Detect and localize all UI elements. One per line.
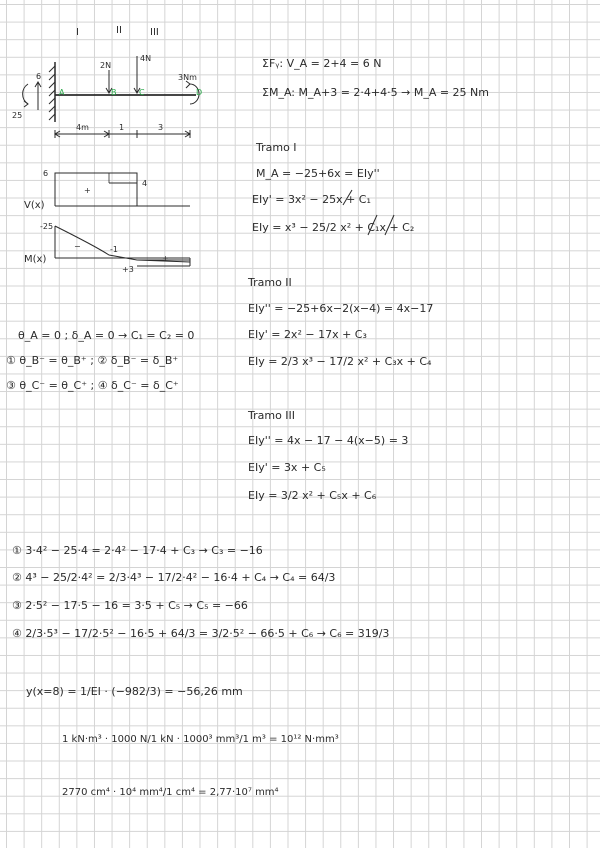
tramo-2-line-1: EIy'' = −25+6x−2(x−4) = 4x−17 (248, 302, 434, 315)
moment-sign-neg: − (74, 242, 81, 251)
equilibrium-forces: ΣFᵧ: V_A = 2+4 = 6 N (262, 57, 382, 70)
solution-4: ④ 2/3·5³ − 17/2·5² − 16·5 + 64/3 = 3/2·5² − 66·5 + C₆ → C₆ = 319/3 (12, 627, 390, 640)
tramo-3-title: Tramo III (248, 409, 296, 422)
shear-axis-label: V(x) (24, 200, 45, 211)
tramo-2-line-2: EIy' = 2x² − 17x + C₃ (248, 328, 367, 341)
unit-conversion-2: 2770 cm⁴ · 10⁴ mm⁴/1 cm⁴ = 2,77·10⁷ mm⁴ (62, 787, 279, 798)
boundary-conditions-1: θ_A = 0 ; δ_A = 0 → C₁ = C₂ = 0 (18, 329, 195, 342)
shear-value-2: 4 (142, 179, 148, 188)
tramo-1-title: Tramo I (256, 141, 297, 154)
point-b-label: B (111, 88, 117, 97)
moment-d-label: 3Nm (178, 73, 197, 82)
reaction-moment-label: 25 (12, 111, 23, 120)
section-label-2: II (116, 25, 122, 36)
tramo-3-line-3: EIy = 3/2 x² + C₅x + C₆ (248, 489, 377, 502)
dimension-label-1: 4m (76, 123, 89, 132)
tramo-3-line-1: EIy'' = 4x − 17 − 4(x−5) = 3 (248, 434, 409, 447)
moment-value-1: -25 (40, 222, 54, 231)
solution-1: ① 3·4² − 25·4 = 2·4² − 17·4 + C₃ → C₃ = −16 (12, 544, 263, 557)
load-b-label: 2N (100, 61, 112, 70)
solution-2: ② 4³ − 25/2·4² = 2/3·4³ − 17/2·4² − 16·4 + C₄ → C₄ = 64/3 (12, 571, 336, 584)
moment-sign-pos: + (162, 254, 169, 263)
tramo-1-line-3: EIy = x³ − 25/2 x² + C₁x + C₂ (252, 221, 415, 234)
section-label-1: I (76, 27, 79, 38)
deflection-result: y(x=8) = 1/EI · (−982/3) = −56,26 mm (26, 685, 243, 698)
tramo-1-line-2: EIy' = 3x² − 25x + C₁ (252, 193, 371, 206)
dimension-label-3: 3 (158, 123, 164, 132)
section-label-3: III (150, 27, 159, 38)
shear-sign: + (84, 186, 91, 195)
dimension-label-2: 1 (119, 123, 125, 132)
tramo-1-line-1: M_A = −25+6x = EIy'' (256, 167, 380, 180)
moment-value-3: +3 (122, 265, 134, 274)
shear-value-1: 6 (43, 169, 49, 178)
point-d-label: D (196, 88, 203, 97)
moment-value-2: -1 (110, 245, 118, 254)
point-c-label: C (139, 88, 145, 97)
tramo-2-title: Tramo II (248, 276, 292, 289)
unit-conversion-1: 1 kN·m³ · 1000 N/1 kN · 1000³ mm³/1 m³ = 10¹² N·mm³ (62, 734, 339, 745)
moment-axis-label: M(x) (24, 254, 47, 265)
reaction-force-label: 6 (36, 72, 42, 81)
equilibrium-moments: ΣM_A: M_A+3 = 2·4+4·5 → M_A = 25 Nm (262, 86, 489, 99)
tramo-3-line-2: EIy' = 3x + C₅ (248, 461, 326, 474)
solution-3: ③ 2·5² − 17·5 − 16 = 3·5 + C₅ → C₅ = −66 (12, 599, 248, 612)
load-c-label: 4N (140, 54, 152, 63)
point-a-label: A (59, 88, 65, 97)
tramo-2-line-3: EIy = 2/3 x³ − 17/2 x² + C₃x + C₄ (248, 355, 432, 368)
boundary-conditions-2: ① θ_B⁻ = θ_B⁺ ; ② δ_B⁻ = δ_B⁺ (6, 354, 179, 367)
boundary-conditions-3: ③ θ_C⁻ = θ_C⁺ ; ④ δ_C⁻ = δ_C⁺ (6, 379, 179, 392)
